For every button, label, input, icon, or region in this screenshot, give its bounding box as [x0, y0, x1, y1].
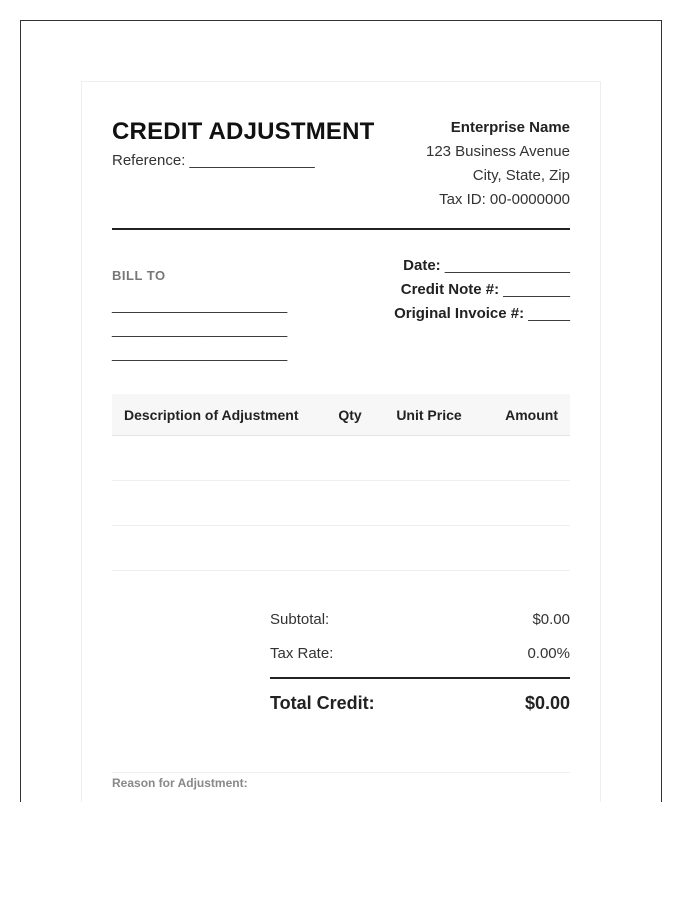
- column-header-qty: Qty: [338, 406, 362, 423]
- tax-rate-label: Tax Rate:: [270, 644, 334, 662]
- bill-to-lines: [112, 294, 287, 366]
- column-header-description: Description of Adjustment: [124, 406, 299, 423]
- page-frame: [20, 20, 662, 802]
- column-header-amount: Amount: [505, 406, 558, 423]
- subtotal-label: Subtotal:: [270, 610, 330, 628]
- date-value: _______________: [444, 257, 570, 274]
- company-name: Enterprise Name: [450, 119, 570, 136]
- original-invoice-row: [394, 302, 570, 326]
- reason-label: Reason for Adjustment:: [112, 776, 248, 790]
- date-row: [394, 254, 570, 278]
- original-invoice-value: _____: [528, 305, 570, 322]
- reference-field: Reference: _______________: [112, 152, 315, 169]
- company-address: 123 Business Avenue: [425, 143, 570, 160]
- total-credit-value: $0.00: [524, 692, 570, 713]
- credit-note-value: ________: [503, 281, 570, 298]
- bill-to-line: _____________________: [112, 321, 288, 338]
- date-label: Date:: [403, 257, 441, 274]
- table-row: [112, 526, 570, 571]
- header-divider: [112, 228, 570, 230]
- bill-to-line: _____________________: [112, 345, 288, 362]
- column-header-unit-price: Unit Price: [396, 406, 462, 423]
- subtotal-row: [270, 602, 570, 636]
- company-block: [426, 116, 570, 212]
- table-row: [112, 481, 570, 526]
- subtotal-value: $0.00: [532, 610, 570, 628]
- total-credit-row: [270, 679, 570, 727]
- bill-to-line: _____________________: [112, 297, 288, 314]
- adjustment-table: [112, 394, 570, 571]
- credit-adjustment-sheet: [81, 81, 601, 802]
- reason-divider: [112, 772, 570, 773]
- company-tax-id: Tax ID: 00-0000000: [439, 191, 570, 208]
- tax-rate-row: [270, 636, 570, 670]
- table-header: [112, 394, 570, 436]
- document-title: CREDIT ADJUSTMENT: [112, 118, 375, 145]
- bill-to-label: BILL TO: [112, 268, 166, 283]
- totals-block: [270, 602, 570, 727]
- total-credit-label: Total Credit:: [270, 692, 375, 713]
- document-meta: [394, 254, 570, 326]
- credit-note-label: Credit Note #:: [400, 281, 500, 298]
- table-row: [112, 436, 570, 481]
- company-city: City, State, Zip: [472, 167, 570, 184]
- original-invoice-label: Original Invoice #:: [394, 305, 525, 322]
- credit-note-row: [394, 278, 570, 302]
- tax-rate-value: 0.00%: [527, 644, 570, 662]
